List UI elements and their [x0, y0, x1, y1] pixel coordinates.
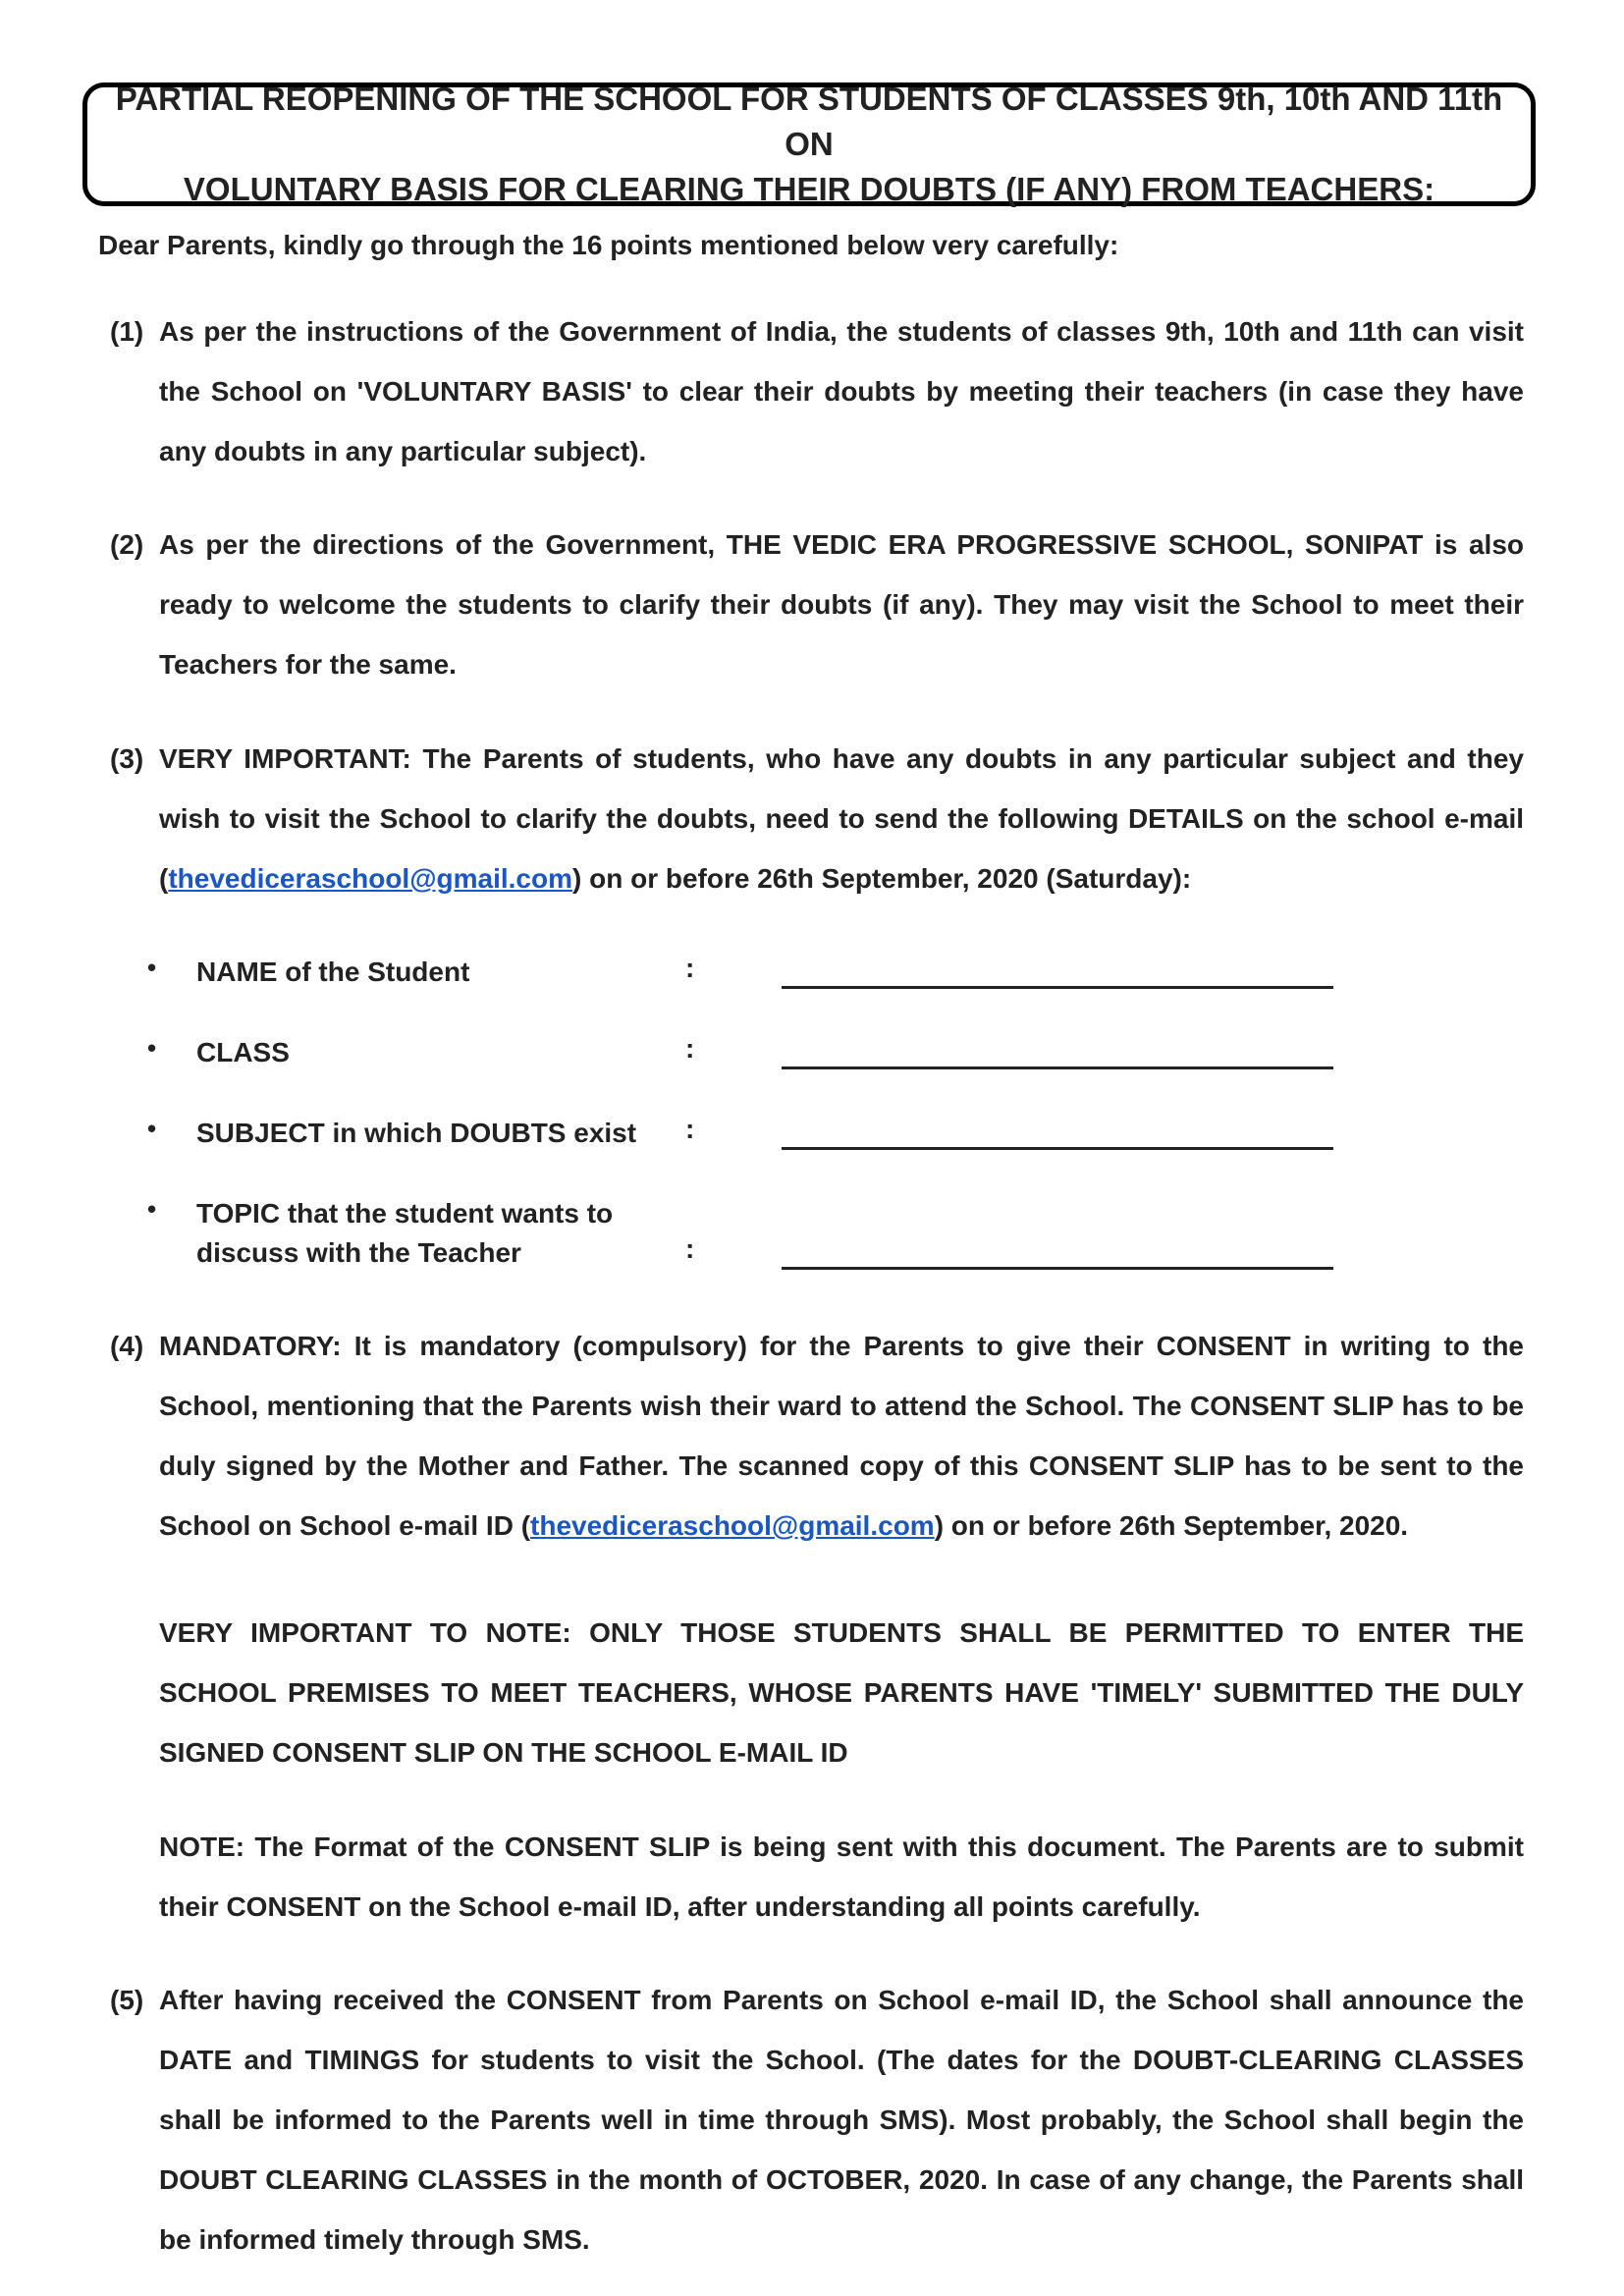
point-text: MANDATORY: It is mandatory (compulsory) for the Parents to give their CONSENT in writing to the School, mentioning that the Parents wish their ward to attend the School. The CONSENT SLIP has to be duly signed by the Mother and Father. The scanned copy of this CONSENT SLIP has to be sent to the School on School e-mail ID (thevediceraschool@gmail.com) on or before 26th September, 2020. [159, 1331, 1524, 1541]
field-colon: : [685, 1233, 695, 1264]
point-text: As per the directions of the Government, THE VEDIC ERA PROGRESSIVE SCHOOL, SONIPAT is also ready to welcome the students to clarify their doubts (if any). They may visit the School to meet their Teachers for the same. [159, 529, 1524, 680]
field-blank-line[interactable] [782, 1247, 1333, 1270]
field-colon: : [685, 953, 695, 983]
field-label-line-2: discuss with the Teacher [196, 1237, 521, 1268]
point-text: As per the instructions of the Government of India, the students of classes 9th, 10th and 11th can visit the School on 'VOLUNTARY BASIS' to clear their doubts by meeting their teachers (in case they have any doubts in any particular subject). [159, 316, 1524, 466]
field-blank-line[interactable] [782, 966, 1333, 989]
point-4 [110, 1316, 1524, 1556]
point-text: VERY IMPORTANT: The Parents of students, who have any doubts in any particular subject and they wish to visit the School to clarify the doubts, need to send the following DETAILS on the school e-mail (thevediceraschool@gmail.com) on or before 26th September, 2020 (Saturday): [159, 743, 1524, 894]
field-label: NAME of the Student [196, 957, 470, 987]
point-3 [110, 729, 1524, 908]
point-text: After having received the CONSENT from Parents on School e-mail ID, the School shall announce the DATE and TIMINGS for students to visit the School. (The dates for the DOUBT-CLEARING CLASSES shall be informed to the Parents well in time through SMS). Most probably, the School shall begin the DOUBT CLEARING CLASSES in the month of OCTOBER, 2020. In case of any change, the Parents shall be informed timely through SMS. [159, 1985, 1524, 2255]
point-number: (3) [110, 743, 144, 774]
title-line-1: PARTIAL REOPENING OF THE SCHOOL FOR STUDENTS OF CLASSES 9th, 10th AND 11th ON [115, 81, 1503, 162]
point-number: (4) [110, 1331, 144, 1361]
title-box [82, 82, 1536, 206]
bullet: • [147, 1114, 157, 1143]
field-blank-line[interactable] [782, 1127, 1333, 1150]
title-line-2: VOLUNTARY BASIS FOR CLEARING THEIR DOUBTS (IF ANY) FROM TEACHERS: [183, 171, 1435, 207]
point-number: (1) [110, 316, 144, 347]
point-1 [110, 301, 1524, 481]
field-colon: : [685, 1114, 695, 1144]
field-blank-line[interactable] [782, 1047, 1333, 1069]
field-colon: : [685, 1033, 695, 1064]
point-number: (2) [110, 529, 144, 560]
bullet: • [147, 1194, 157, 1224]
point-5 [110, 1970, 1524, 2269]
bullet: • [147, 1033, 157, 1063]
school-email-link[interactable]: thevediceraschool@gmail.com [530, 1510, 935, 1541]
intro-text: Dear Parents, kindly go through the 16 points mentioned below very carefully: [98, 230, 1119, 260]
field-label: SUBJECT in which DOUBTS exist [196, 1118, 637, 1148]
field-label: CLASS [196, 1037, 290, 1067]
important-note: VERY IMPORTANT TO NOTE: ONLY THOSE STUDENTS SHALL BE PERMITTED TO ENTER THE SCHOOL PREMISES TO MEET TEACHERS, WHOSE PARENTS HAVE 'TIMELY' SUBMITTED THE DULY SIGNED CONSENT SLIP ON THE SCHOOL E-MAIL ID [159, 1617, 1524, 1768]
format-note: NOTE: The Format of the CONSENT SLIP is being sent with this document. The Parents are to submit their CONSENT on the School e-mail ID, after understanding all points carefully. [159, 1831, 1524, 1922]
school-email-link[interactable]: thevediceraschool@gmail.com [168, 863, 572, 894]
bullet: • [147, 953, 157, 982]
point-number: (5) [110, 1985, 144, 2015]
field-label-line-1: TOPIC that the student wants to [196, 1198, 614, 1229]
point-2 [110, 515, 1524, 694]
